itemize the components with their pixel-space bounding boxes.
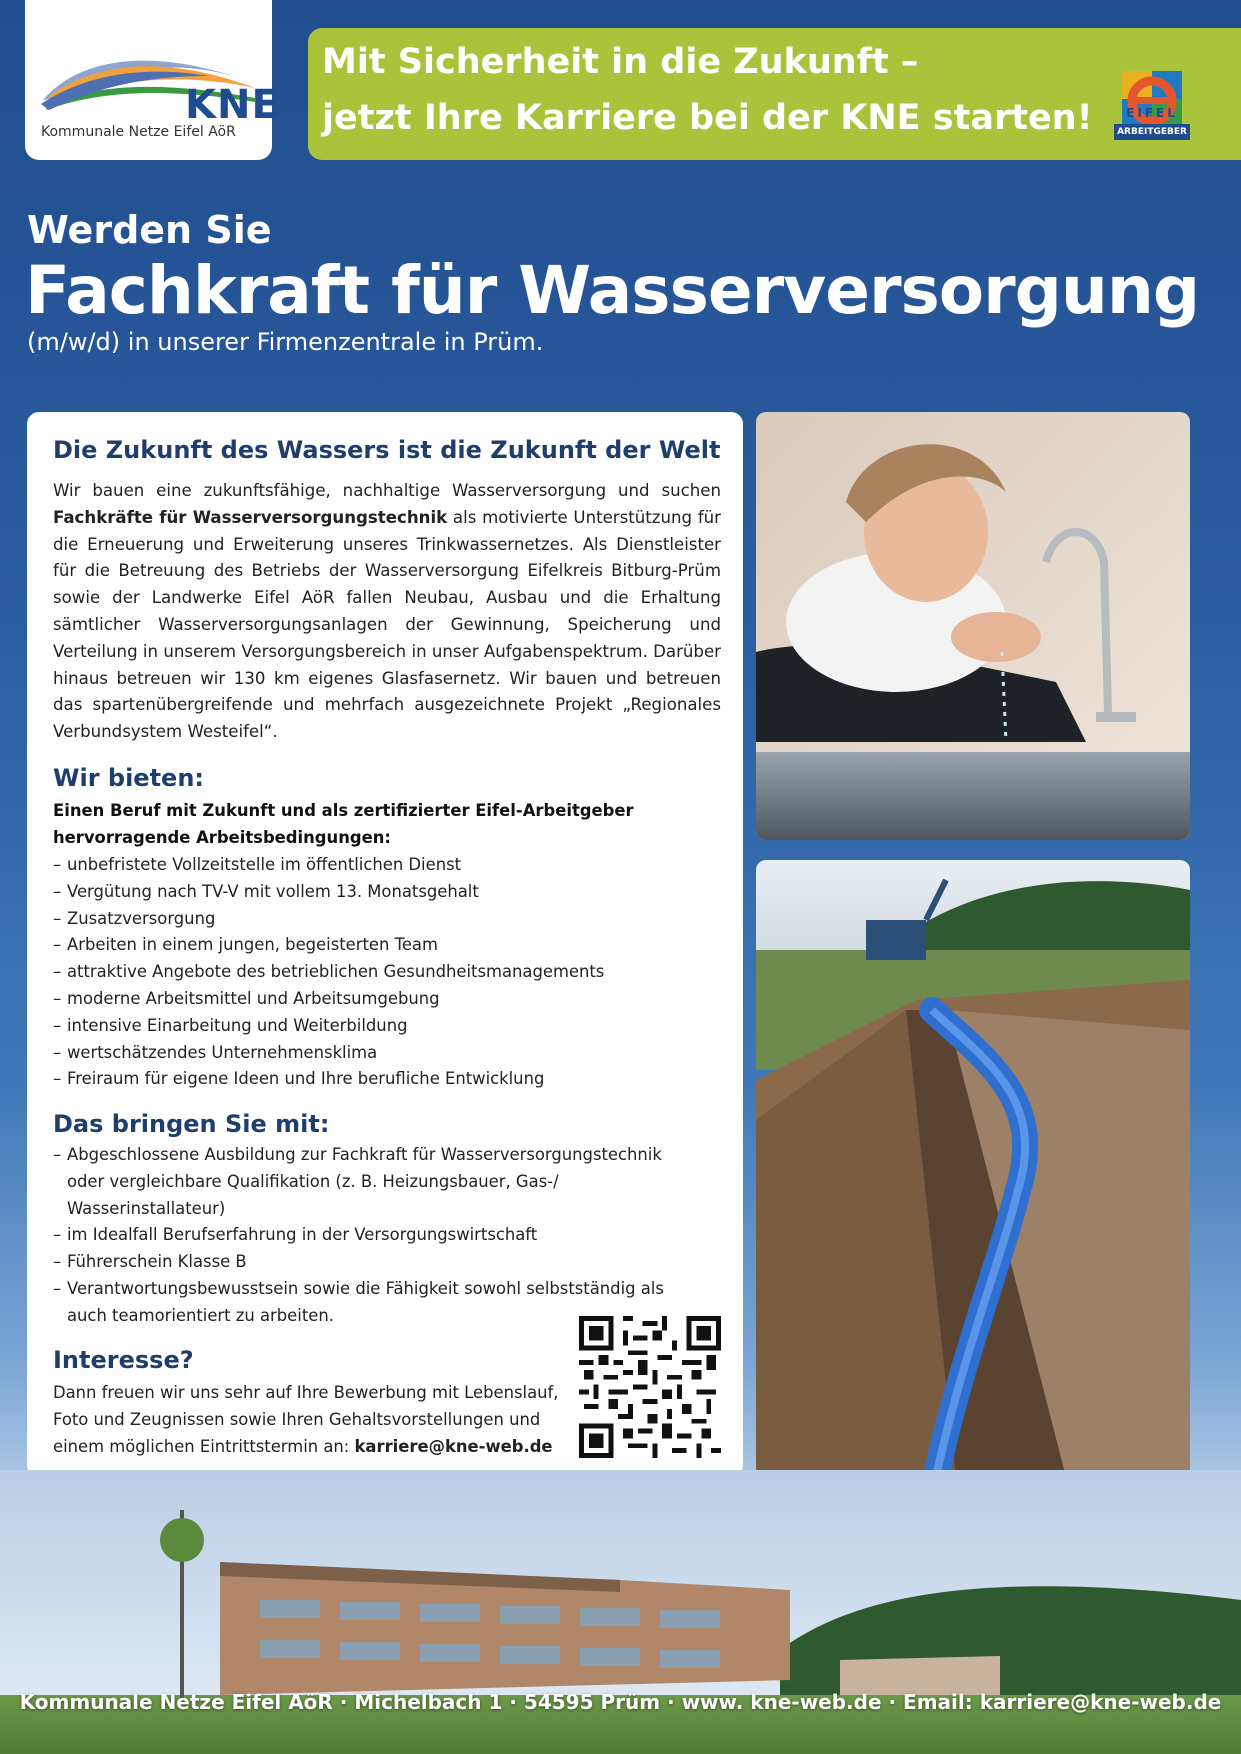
photo-pipe-trench xyxy=(756,860,1190,1477)
photo-child-drinking-water xyxy=(756,412,1190,840)
offer-lead: Einen Beruf mit Zukunft und als zertifizierter Eifel-Arbeitgeber hervorragende Arbeitsbedingungen: xyxy=(53,801,634,847)
qr-code-icon[interactable] xyxy=(579,1316,721,1458)
list-item: – Freiraum für eigene Ideen und Ihre berufliche Entwicklung xyxy=(53,1066,721,1093)
footer-contact: Kommunale Netze Eifel AöR · Michelbach 1 · 54595 Prüm · www. kne-web.de · Email: karriere@kne-web.de xyxy=(19,1690,1222,1714)
slogan-banner xyxy=(308,28,1241,160)
intro-text-part: Wir bauen eine zukunftsfähige, nachhaltige Wasserversorgung und suchen xyxy=(53,481,721,500)
intro-text xyxy=(53,478,721,746)
eifel-badge-text: EIFEL xyxy=(1126,106,1178,120)
banner-line-1: Mit Sicherheit in die Zukunft – xyxy=(322,42,919,82)
offer-list xyxy=(53,852,721,1093)
intro-text-bold: Fachkräfte für Wasserversorgungstechnik xyxy=(53,507,448,527)
requirements-list xyxy=(53,1142,693,1330)
logo-subtitle: Kommunale Netze Eifel AöR xyxy=(41,124,236,140)
list-item: – attraktive Angebote des betrieblichen Gesundheitsmanagements xyxy=(53,959,721,986)
list-item: – unbefristete Vollzeitstelle im öffentlichen Dienst xyxy=(53,852,721,879)
list-item: – moderne Arbeitsmittel und Arbeitsumgebung xyxy=(53,986,721,1013)
headline-pre: Werden Sie xyxy=(27,208,272,252)
contact-text xyxy=(53,1380,573,1460)
banner-line-2: jetzt Ihre Karriere bei der KNE starten! xyxy=(322,98,1093,138)
list-item: – intensive Einarbeitung und Weiterbildung xyxy=(53,1013,721,1040)
offer-title: Wir bieten: xyxy=(53,764,205,792)
list-item: – Verantwortungsbewusstsein sowie die Fähigkeit sowohl selbstständig als auch teamorientiert zu arbeiten. xyxy=(53,1276,693,1330)
list-item: – Führerschein Klasse B xyxy=(53,1249,693,1276)
logo-wordmark: KNE xyxy=(185,82,280,128)
list-item: – Vergütung nach TV-V mit vollem 13. Monatsgehalt xyxy=(53,879,721,906)
headline-main: Fachkraft für Wasserversorgung xyxy=(25,252,1200,329)
list-item: – Arbeiten in einem jungen, begeisterten Team xyxy=(53,932,721,959)
list-item: – wertschätzendes Unternehmensklima xyxy=(53,1040,721,1067)
requirements-title: Das bringen Sie mit: xyxy=(53,1110,330,1138)
list-item: – Abgeschlossene Ausbildung zur Fachkraft für Wasserversorgungstechnik oder vergleichbare Qualifikation (z. B. Heizungsbauer, Gas-/ Wasserinstallateur) xyxy=(53,1142,693,1222)
intro-text-part: als motivierte Unterstützung für die Erneuerung und Erweiterung unseres Trinkwassernetzes. Als Dienstleister für die Betreuung des Betriebs der Wasserversorgung Eifelkreis Bitburg-Prüm sowie der Landwerke Eifel AöR fallen Neubau, Ausbau und die Erhaltung sämtlicher Wasserversorgungsanlagen der Gewinnung, Speicherung und Verteilung in unserem Versorgungsbereich in unser Aufgabenspektrum. Darüber hinaus betreuen wir 130 km eigenes Glasfasernetz. Wir bauen und betreuen das spartenübergreifende und mehrfach ausgezeichnete Projekt „Regionales Verbundsystem Westeifel“. xyxy=(53,507,721,742)
headline-sub: (m/w/d) in unserer Firmenzentrale in Prüm. xyxy=(27,328,544,356)
content-card xyxy=(27,412,743,1477)
intro-title: Die Zukunft des Wassers ist die Zukunft der Welt xyxy=(53,436,721,464)
contact-title: Interesse? xyxy=(53,1346,194,1374)
contact-email-link[interactable]: karriere@kne-web.de xyxy=(354,1436,553,1456)
list-item: – Zusatzversorgung xyxy=(53,906,721,933)
contact-text-part: Dann freuen wir uns sehr auf Ihre Bewerbung mit Lebenslauf, Foto und Zeugnissen sowie Ihren Gehaltsvorstellungen und einem möglichen Eintrittstermin an: xyxy=(53,1383,559,1456)
eifel-badge-tag: ARBEITGEBER xyxy=(1114,124,1190,140)
list-item: – im Idealfall Berufserfahrung in der Versorgungswirtschaft xyxy=(53,1222,693,1249)
kne-logo-card xyxy=(25,0,280,160)
